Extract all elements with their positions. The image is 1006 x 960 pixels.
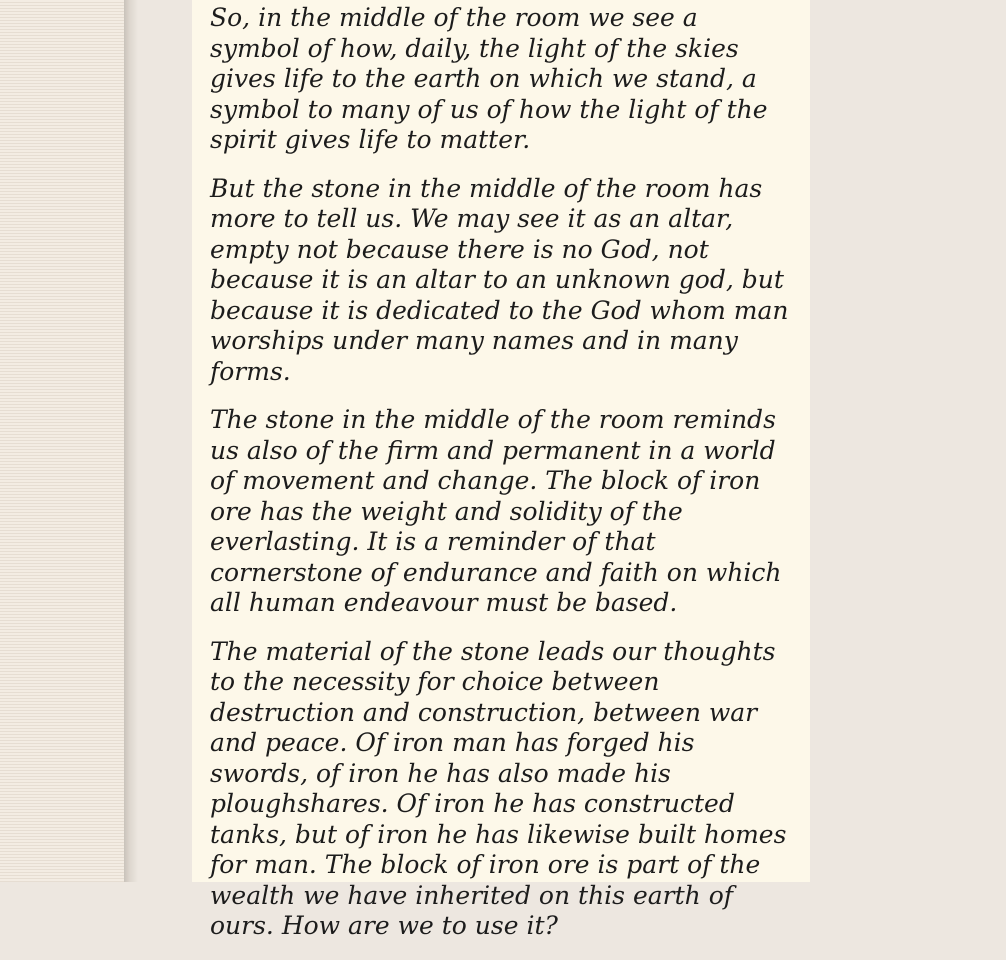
left-sidebar (0, 0, 124, 882)
left-gutter (138, 0, 192, 882)
paragraph: The stone in the middle of the room reminds us also of the firm and permanent in a world of movement and change. The block of iron ore has the weight and solidity of the everlasting. It is a reminder of that cornerstone of endurance and faith on which all human endeavour must be based. (210, 405, 782, 617)
content-panel[interactable] (192, 0, 810, 940)
sidebar-shadow (124, 0, 138, 882)
paragraph: But the stone in the middle of the room has more to tell us. We may see it as an altar, empty not because there is no God, not because it is an altar to an unknown god, but because it is dedicated to the God whom man worships under many names and in many forms. (210, 173, 789, 386)
article-body (210, 3, 794, 960)
right-margin (810, 0, 1006, 882)
paragraph: So, in the middle of the room we see a symbol of how, daily, the light of the skies gives life to the earth on which we stand, a symbol to many of us of how the light of the spirit gives life to matter. (210, 3, 768, 154)
paragraph: The material of the stone leads our thoughts to the necessity for choice between destruction and construction, between war and peace. Of iron man has forged his swords, of iron he has also made his ploughshares. Of iron he has constructed tanks, but of iron he has likewise built homes for man. The block of iron ore is part of the wealth we have inherited on this earth of ours. How are we to use it? (210, 636, 787, 940)
